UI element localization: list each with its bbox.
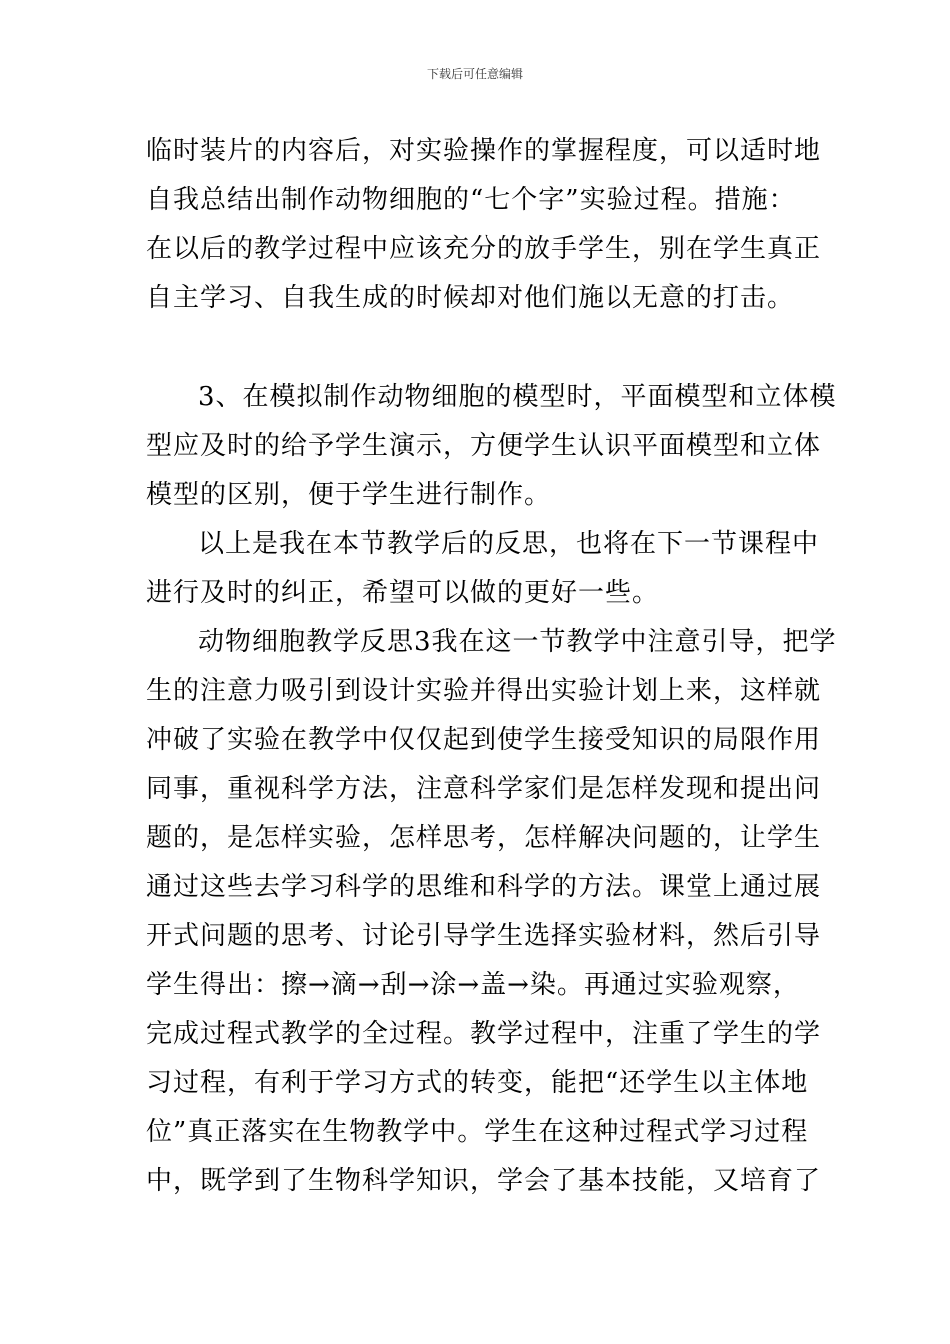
text-line: 3、在模拟制作动物细胞的模型时，平面模型和立体模 xyxy=(198,382,837,412)
text-line: 完成过程式教学的全过程。教学过程中，注重了学生的学 xyxy=(146,1019,822,1049)
text-line: 通过这些去学习科学的思维和科学的方法。课堂上通过展 xyxy=(146,872,822,902)
document-body xyxy=(146,130,837,1209)
paragraph-3 xyxy=(146,523,820,621)
text-line: 进行及时的纠正，希望可以做的更好一些。 xyxy=(146,578,660,608)
paragraph-4 xyxy=(146,621,837,1209)
text-line: 型应及时的给予学生演示，方便学生认识平面模型和立体 xyxy=(146,431,822,461)
text-line: 习过程，有利于学习方式的转变，能把“还学生以主体地 xyxy=(146,1068,809,1098)
text-line: 开式问题的思考、讨论引导学生选择实验材料，然后引导 xyxy=(146,921,822,951)
text-line: 动物细胞教学反思3我在这一节教学中注意引导，把学 xyxy=(198,627,837,657)
page-header-note: 下载后可任意编辑 xyxy=(426,67,523,81)
text-line: 冲破了实验在教学中仅仅起到使学生接受知识的局限作用 xyxy=(146,725,822,755)
text-line: 学生得出：擦→滴→刮→涂→盖→染。再通过实验观察， xyxy=(146,970,800,1000)
paragraph-2 xyxy=(146,376,837,523)
text-line: 在以后的教学过程中应该充分的放手学生，别在学生真正 xyxy=(146,234,822,264)
text-line: 临时装片的内容后，对实验操作的掌握程度，可以适时地 xyxy=(146,136,822,166)
text-line: 模型的区别，便于学生进行制作。 xyxy=(146,480,552,510)
text-line: 同事，重视科学方法，注意科学家们是怎样发现和提出问 xyxy=(146,774,822,804)
text-line: 题的，是怎样实验，怎样思考，怎样解决问题的，让学生 xyxy=(146,823,822,853)
text-line: 以上是我在本节教学后的反思，也将在下一节课程中 xyxy=(198,529,820,559)
text-line: 中，既学到了生物科学知识，学会了基本技能，又培育了 xyxy=(146,1166,822,1196)
paragraph-1 xyxy=(146,130,822,326)
paragraph-gap xyxy=(146,326,810,376)
text-line: 自我总结出制作动物细胞的“七个字”实验过程。措施： xyxy=(146,185,796,215)
text-line: 生的注意力吸引到设计实验并得出实验计划上来，这样就 xyxy=(146,676,822,706)
text-line: 自主学习、自我生成的时候却对他们施以无意的打击。 xyxy=(146,283,795,313)
text-line: 位”真正落实在生物教学中。学生在这种过程式学习过程 xyxy=(146,1117,809,1147)
